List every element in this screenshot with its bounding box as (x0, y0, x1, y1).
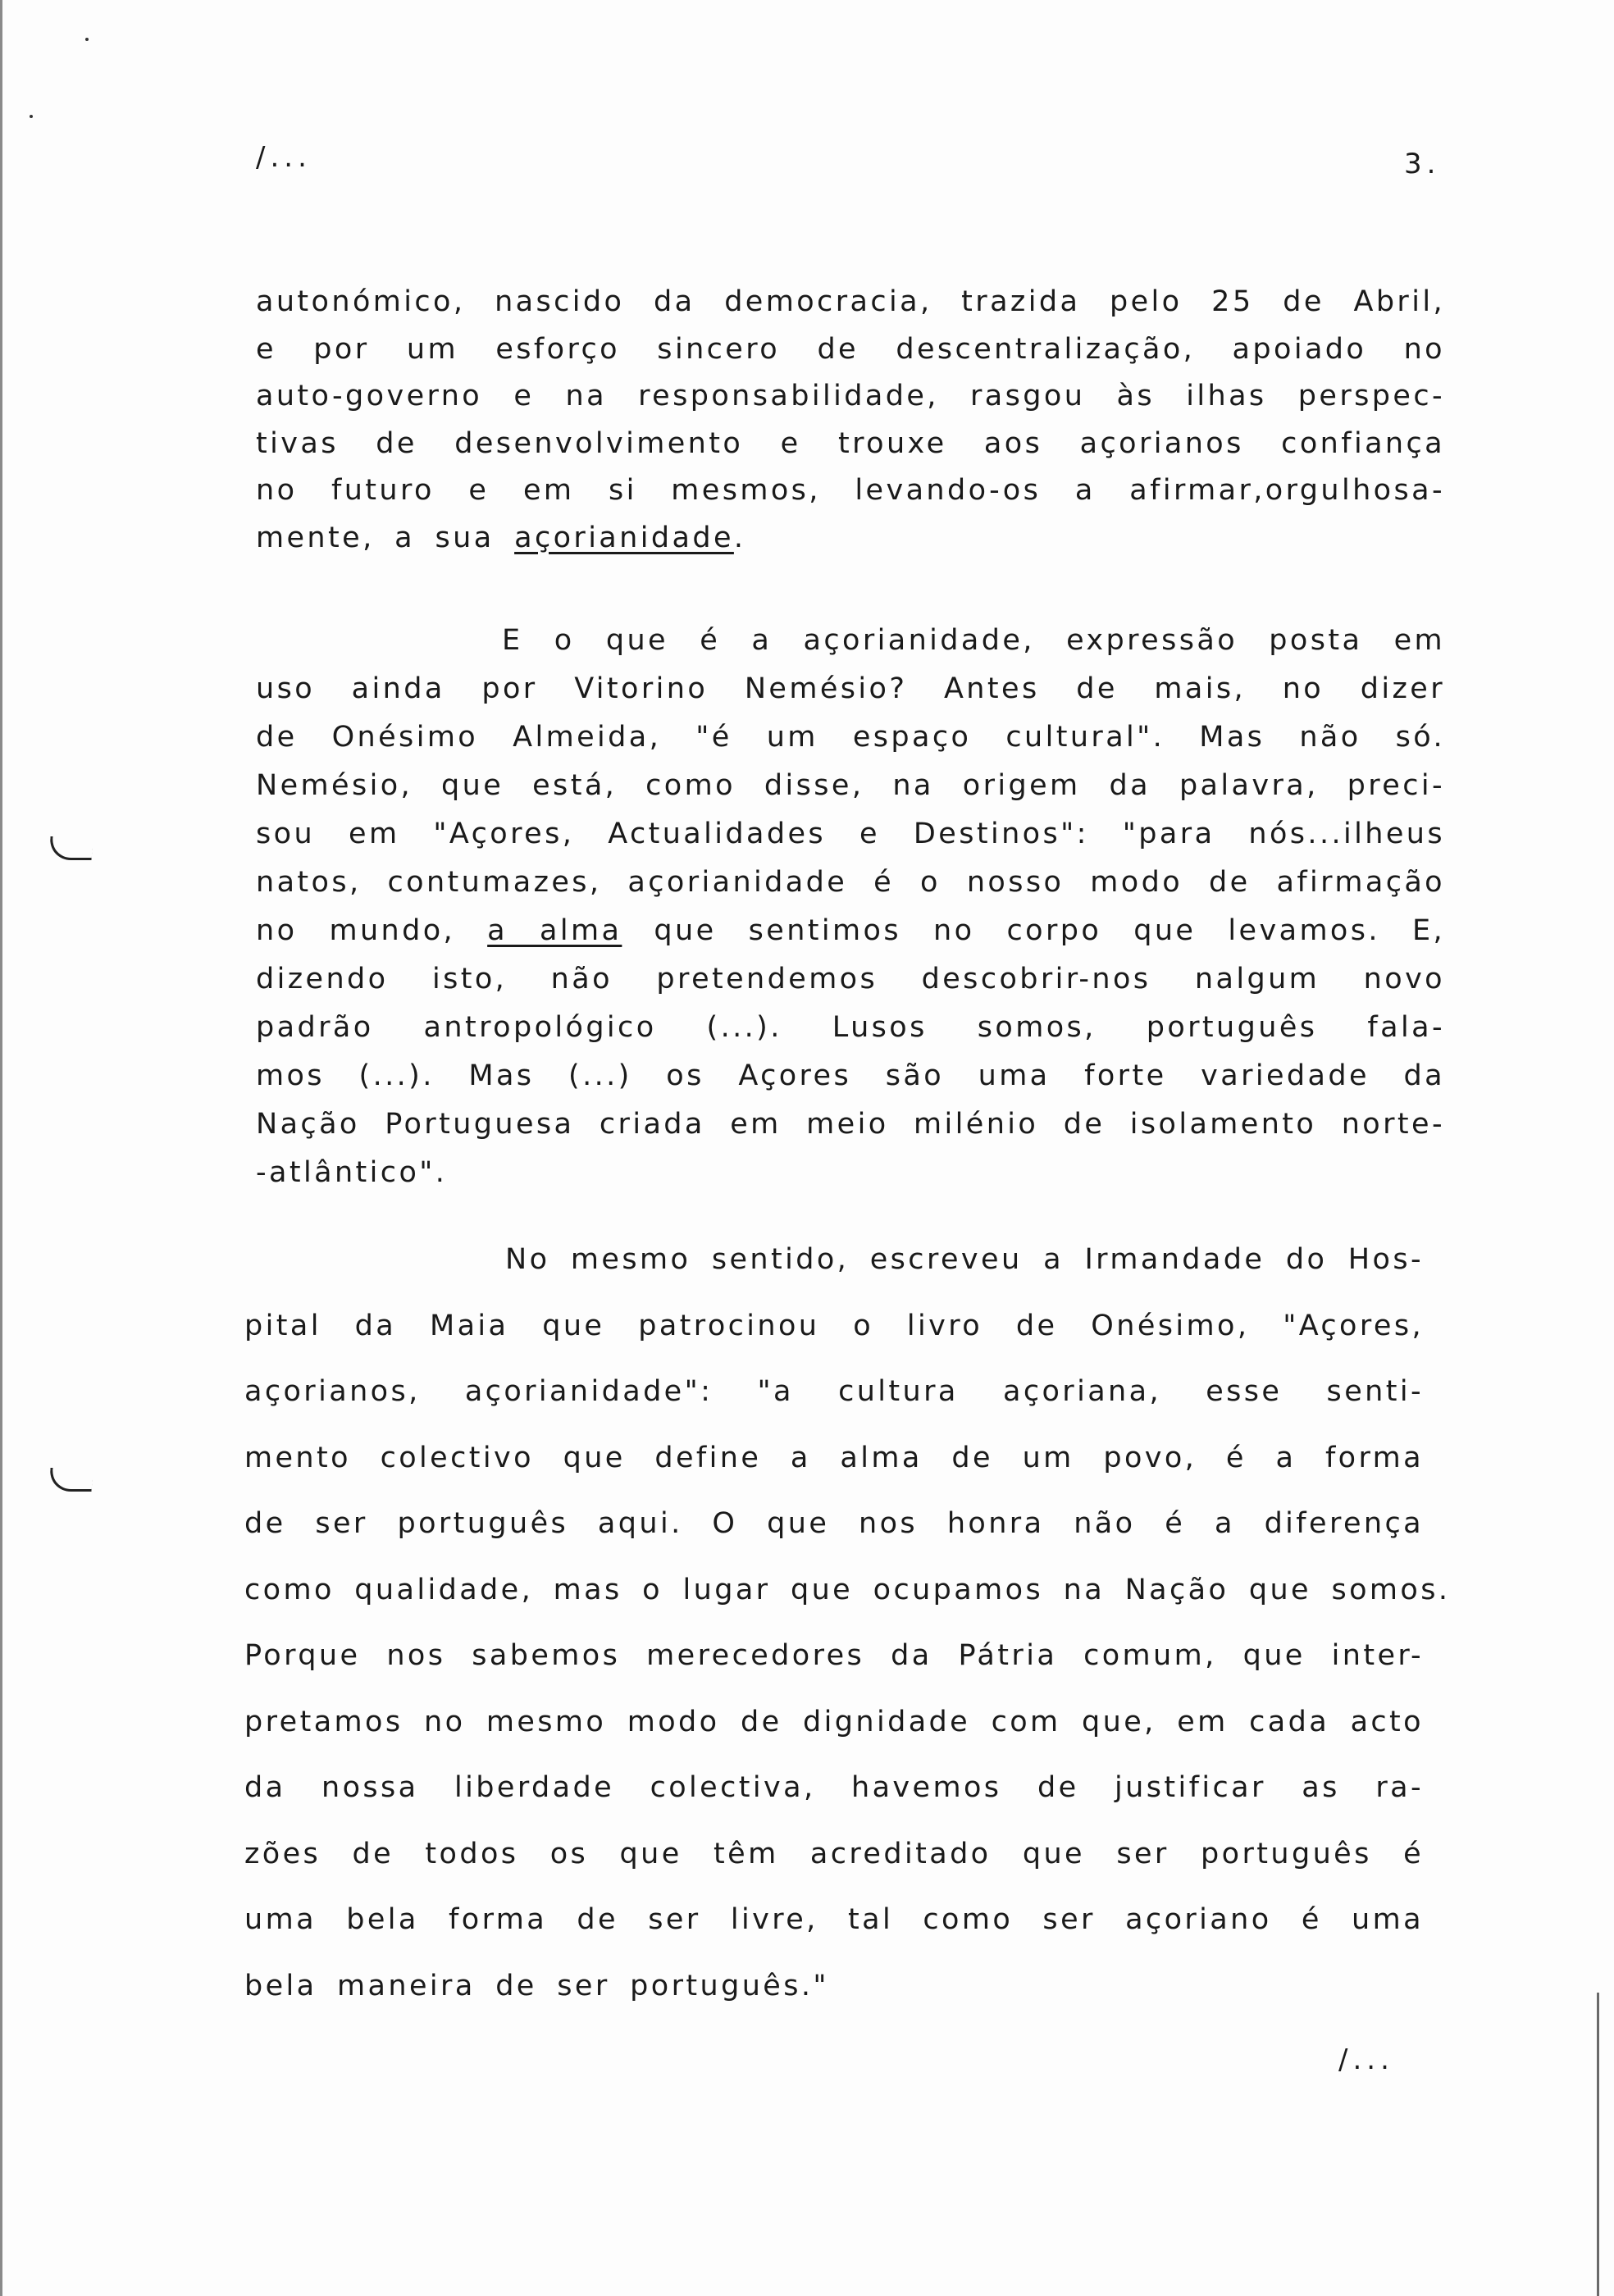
text-line: uma bela forma de ser livre, tal como ser açoriano é uma (244, 1903, 1424, 1936)
margin-check-mark (48, 1468, 93, 1492)
text-line: como qualidade, mas o lugar que ocupamos na Nação que somos. (244, 1573, 1451, 1606)
text-line (256, 907, 1445, 955)
text-line: pital da Maia que patrocinou o livro de Onésimo, "Açores, (244, 1309, 1424, 1342)
text-line: da nossa liberdade colectiva, havemos de justificar as ra- (244, 1771, 1424, 1804)
scan-speck (30, 115, 33, 118)
text-line: no futuro e em si mesmos, levando-os a afirmar,orgulhosa- (256, 474, 1445, 507)
text-line: pretamos no mesmo modo de dignidade com que, em cada acto (244, 1705, 1424, 1738)
text-line: -atlântico". (256, 1156, 448, 1189)
text-fragment: que sentimos no corpo que levamos. E, (622, 914, 1446, 947)
text-line (256, 515, 1445, 563)
text-line: mento colectivo que define a alma de um povo, é a forma (244, 1441, 1424, 1474)
text-line: mos (...). Mas (...) os Açores são uma forte variedade da (256, 1059, 1445, 1092)
underlined-term: a alma (487, 914, 622, 947)
text-line: açorianos, açorianidade": "a cultura açoriana, esse senti- (244, 1375, 1424, 1408)
scan-right-edge (1597, 1993, 1599, 2296)
text-line: de Onésimo Almeida, "é um espaço cultural". Mas não só. (256, 721, 1445, 754)
text-line: padrão antropológico (...). Lusos somos, português fala- (256, 1011, 1445, 1044)
text-line: E o que é a açorianidade, expressão posta em (502, 624, 1445, 657)
page-number: 3. (1404, 148, 1441, 180)
text-fragment: no mundo, (256, 914, 488, 947)
text-line: auto-governo e na responsabilidade, rasgou às ilhas perspec- (256, 380, 1445, 412)
text-line: autonómico, nascido da democracia, trazida pelo 25 de Abril, (256, 285, 1445, 318)
text-line: tivas de desenvolvimento e trouxe aos açorianos confiança (256, 426, 1445, 460)
text-line: e por um esforço sincero de descentralização, apoiado no (256, 332, 1445, 366)
text-fragment: mente, a sua (256, 521, 515, 554)
paragraph-3 (244, 1227, 1451, 2019)
text-fragment: . (733, 521, 746, 554)
text-line: zões de todos os que têm acreditado que ser português é (244, 1837, 1424, 1870)
text-line: No mesmo sentido, escreveu a Irmandade do Hos- (505, 1243, 1424, 1276)
header-continuation: /... (256, 141, 312, 174)
text-line: Nação Portuguesa criada em meio milénio de isolamento norte- (256, 1108, 1445, 1141)
margin-check-mark (48, 836, 93, 860)
text-line: de ser português aqui. O que nos honra não é a diferença (244, 1507, 1424, 1540)
underlined-term: açorianidade (514, 521, 734, 554)
text-line: sou em "Açores, Actualidades e Destinos": "para nós...ilheus (256, 818, 1445, 850)
text-line: bela maneira de ser português." (244, 1969, 829, 2002)
text-line: natos, contumazes, açorianidade é o nosso modo de afirmação (256, 866, 1445, 899)
text-line: Nemésio, que está, como disse, na origem da palavra, preci- (256, 769, 1445, 802)
paragraph-1 (256, 279, 1445, 562)
scan-left-edge (0, 0, 2, 2296)
text-line: uso ainda por Vitorino Nemésio? Antes de mais, no dizer (256, 672, 1445, 705)
paragraph-2 (256, 617, 1445, 1197)
footer-continuation: /... (1338, 2043, 1394, 2076)
scan-speck (85, 38, 89, 41)
text-line: Porque nos sabemos merecedores da Pátria comum, que inter- (244, 1639, 1424, 1672)
text-line: dizendo isto, não pretendemos descobrir-nos nalgum novo (256, 963, 1445, 995)
